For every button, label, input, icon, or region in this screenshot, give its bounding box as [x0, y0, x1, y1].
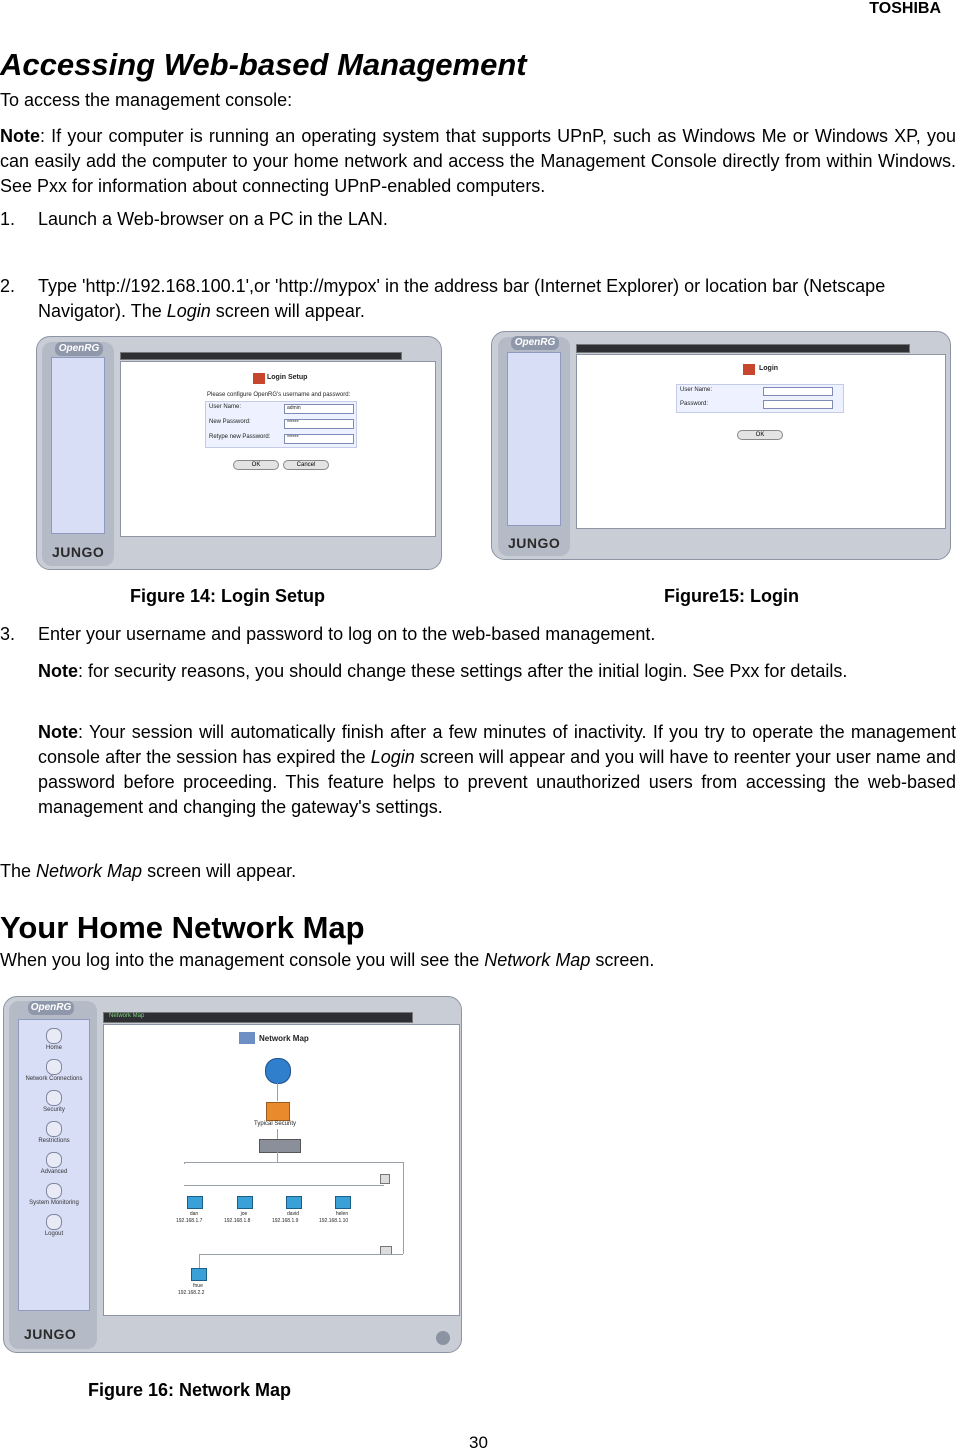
brand-header: TOSHIBA	[869, 0, 941, 17]
host-ip: 192.168.2.2	[178, 1290, 205, 1296]
firewall-icon[interactable]	[266, 1102, 290, 1121]
sidebar-menu	[507, 352, 561, 526]
link-line	[199, 1254, 200, 1268]
intro-text: To access the management console:	[0, 90, 293, 110]
host-name: fnue	[193, 1283, 203, 1289]
network-connections-icon[interactable]	[46, 1059, 62, 1075]
login-setup-prompt: Please configure OpenRG's username and password:	[207, 392, 351, 398]
cancel-button[interactable]: Cancel	[283, 460, 329, 470]
note-label: Note	[0, 126, 40, 146]
section2-intro	[0, 948, 956, 973]
login-setup-heading: Login Setup	[267, 374, 308, 381]
intro2-part-a: When you log into the management console you will see the	[0, 950, 485, 970]
nav-restrictions[interactable]: Restrictions	[38, 1138, 70, 1144]
link-line	[184, 1162, 403, 1163]
link-line	[403, 1162, 404, 1254]
username-input[interactable]	[763, 387, 833, 396]
field-label-retype-password: Retype new Password:	[209, 434, 271, 440]
step-1-text: Launch a Web-browser on a PC in the LAN.	[38, 209, 388, 229]
retype-password-value: ******	[287, 435, 299, 441]
step-2-part-b: screen will appear.	[210, 301, 365, 321]
step-2-number: 2.	[0, 276, 16, 296]
field-label-username: User Name:	[209, 404, 242, 410]
section-title-network-map: Your Home Network Map	[0, 910, 365, 945]
home-icon	[253, 373, 265, 384]
computer-icon[interactable]	[187, 1196, 203, 1209]
host-ip: 192.168.1.9	[272, 1218, 299, 1224]
link-line	[277, 1083, 278, 1101]
note3-part-a: : Your session will automatically finish after a few minutes of inactivity. If you try to operate the management console after the session has expired the	[38, 722, 956, 767]
computer-icon[interactable]	[237, 1196, 253, 1209]
link-line	[277, 1129, 278, 1139]
jungo-logo: JUNGO	[24, 1326, 77, 1342]
title-bar	[120, 352, 402, 360]
home-icon	[743, 364, 755, 375]
host-name: helen	[335, 1211, 349, 1217]
field-label-username: User Name:	[680, 387, 713, 393]
section-title-accessing: Accessing Web-based Management	[0, 47, 527, 82]
login-setup-form	[205, 401, 357, 448]
username-value: admin	[287, 405, 301, 411]
host-ip: 192.168.1.8	[224, 1218, 251, 1224]
nav-system-monitoring[interactable]: System Monitoring	[29, 1200, 79, 1206]
nav-network-connections[interactable]: Network Connections	[25, 1076, 83, 1082]
network-map-sentence	[0, 859, 956, 884]
login-setup-screenshot	[36, 336, 442, 570]
content-area	[576, 354, 946, 529]
network-map-screenshot	[3, 996, 462, 1353]
nav-logout[interactable]: Logout	[44, 1231, 64, 1237]
field-label-new-password: New Password:	[209, 419, 251, 425]
host-name: david	[287, 1211, 299, 1217]
new-password-input[interactable]	[284, 419, 354, 429]
step-2-text	[38, 274, 956, 324]
figure-16-caption: Figure 16: Network Map	[88, 1380, 292, 1400]
network-icon	[239, 1032, 255, 1044]
gateway-icon[interactable]	[259, 1139, 301, 1153]
login-heading: Login	[759, 365, 779, 372]
nav-security[interactable]: Security	[43, 1107, 65, 1113]
username-input[interactable]	[284, 404, 354, 414]
security-icon[interactable]	[46, 1090, 62, 1106]
ok-button[interactable]: OK	[233, 460, 279, 470]
step-1-number: 1.	[0, 209, 16, 229]
note2-label: Note	[38, 661, 78, 681]
openrg-badge: OpenRG	[28, 1001, 74, 1015]
intro2-network-map-em: Network Map	[484, 950, 591, 970]
host-ip: 192.168.1.7	[176, 1218, 203, 1224]
step-2-part-a: Type 'http://192.168.100.1',or 'http://mypox' in the address bar (Internet Explorer) or location bar (Netscape Navigator). The	[38, 276, 886, 321]
computer-icon[interactable]	[335, 1196, 351, 1209]
nav-advanced[interactable]: Advanced	[40, 1169, 68, 1175]
jungo-logo: JUNGO	[52, 544, 105, 560]
sidebar-menu	[18, 1019, 90, 1311]
tab-network-map[interactable]: Network Map	[109, 1013, 145, 1019]
system-monitoring-icon[interactable]	[46, 1183, 62, 1199]
content-area	[120, 361, 436, 537]
jungo-logo: JUNGO	[508, 535, 561, 551]
after-network-map-em: Network Map	[36, 861, 143, 881]
help-icon[interactable]	[436, 1331, 450, 1345]
step-3-number: 3.	[0, 624, 16, 644]
note3-login-em: Login	[370, 747, 415, 767]
note-session	[38, 720, 956, 820]
host-ip: 192.168.1.10	[319, 1218, 349, 1224]
nav-home[interactable]: Home	[45, 1045, 62, 1051]
title-bar	[103, 1012, 413, 1023]
restrictions-icon[interactable]	[46, 1121, 62, 1137]
after-part-a: The	[0, 861, 37, 881]
page-number: 30	[469, 1433, 488, 1452]
after-part-b: screen will appear.	[142, 861, 297, 881]
host-name: dan	[189, 1211, 199, 1217]
network-map-heading: Network Map	[259, 1034, 309, 1043]
computer-icon[interactable]	[191, 1268, 207, 1281]
step-2-login-em: Login	[166, 301, 211, 321]
security-level-label: Typical Security	[254, 1121, 297, 1127]
sidebar-menu	[51, 357, 105, 534]
openrg-badge: OpenRG	[55, 342, 103, 356]
password-input[interactable]	[763, 400, 833, 409]
link-line	[199, 1254, 403, 1255]
note-body: : If your computer is running an operating system that supports UPnP, such as Windows Me or Windows XP, you can easily add the computer to your home network and access the Management Console directly from within Windows. See Pxx for information about connecting UPnP-enabled computers.	[0, 126, 956, 196]
link-line	[277, 1152, 278, 1162]
home-icon[interactable]	[46, 1028, 62, 1044]
note2-body: : for security reasons, you should change these settings after the initial login. See Pxx for details.	[78, 661, 848, 681]
switch-icon	[380, 1174, 390, 1184]
title-bar	[576, 344, 910, 353]
note3-label: Note	[38, 722, 78, 742]
note-security	[38, 659, 956, 684]
openrg-badge: OpenRG	[511, 336, 559, 350]
intro2-part-b: screen.	[590, 950, 655, 970]
login-form	[676, 384, 844, 413]
step-3-text: Enter your username and password to log on to the web-based management.	[38, 624, 656, 644]
host-name: joe	[240, 1211, 248, 1217]
content-area	[103, 1024, 460, 1316]
logout-icon[interactable]	[46, 1214, 62, 1230]
login-screenshot	[491, 331, 951, 560]
figure-14-caption: Figure 14: Login Setup	[130, 586, 326, 606]
computer-icon[interactable]	[286, 1196, 302, 1209]
ok-button[interactable]: OK	[737, 430, 783, 440]
advanced-icon[interactable]	[46, 1152, 62, 1168]
link-line	[184, 1185, 384, 1186]
link-line	[184, 1162, 185, 1164]
note-upnp	[0, 124, 956, 199]
internet-globe-icon[interactable]	[265, 1058, 291, 1084]
figure-15-caption: Figure15: Login	[664, 586, 799, 606]
new-password-value: ******	[287, 420, 299, 426]
retype-password-input[interactable]	[284, 434, 354, 444]
note3-part-b: screen will appear and you will have to reenter your user name and password before proceeding. This feature helps to prevent unauthorized users from accessing the web-based management and changing the gateway's settings.	[38, 747, 956, 817]
field-label-password: Password:	[680, 401, 709, 407]
